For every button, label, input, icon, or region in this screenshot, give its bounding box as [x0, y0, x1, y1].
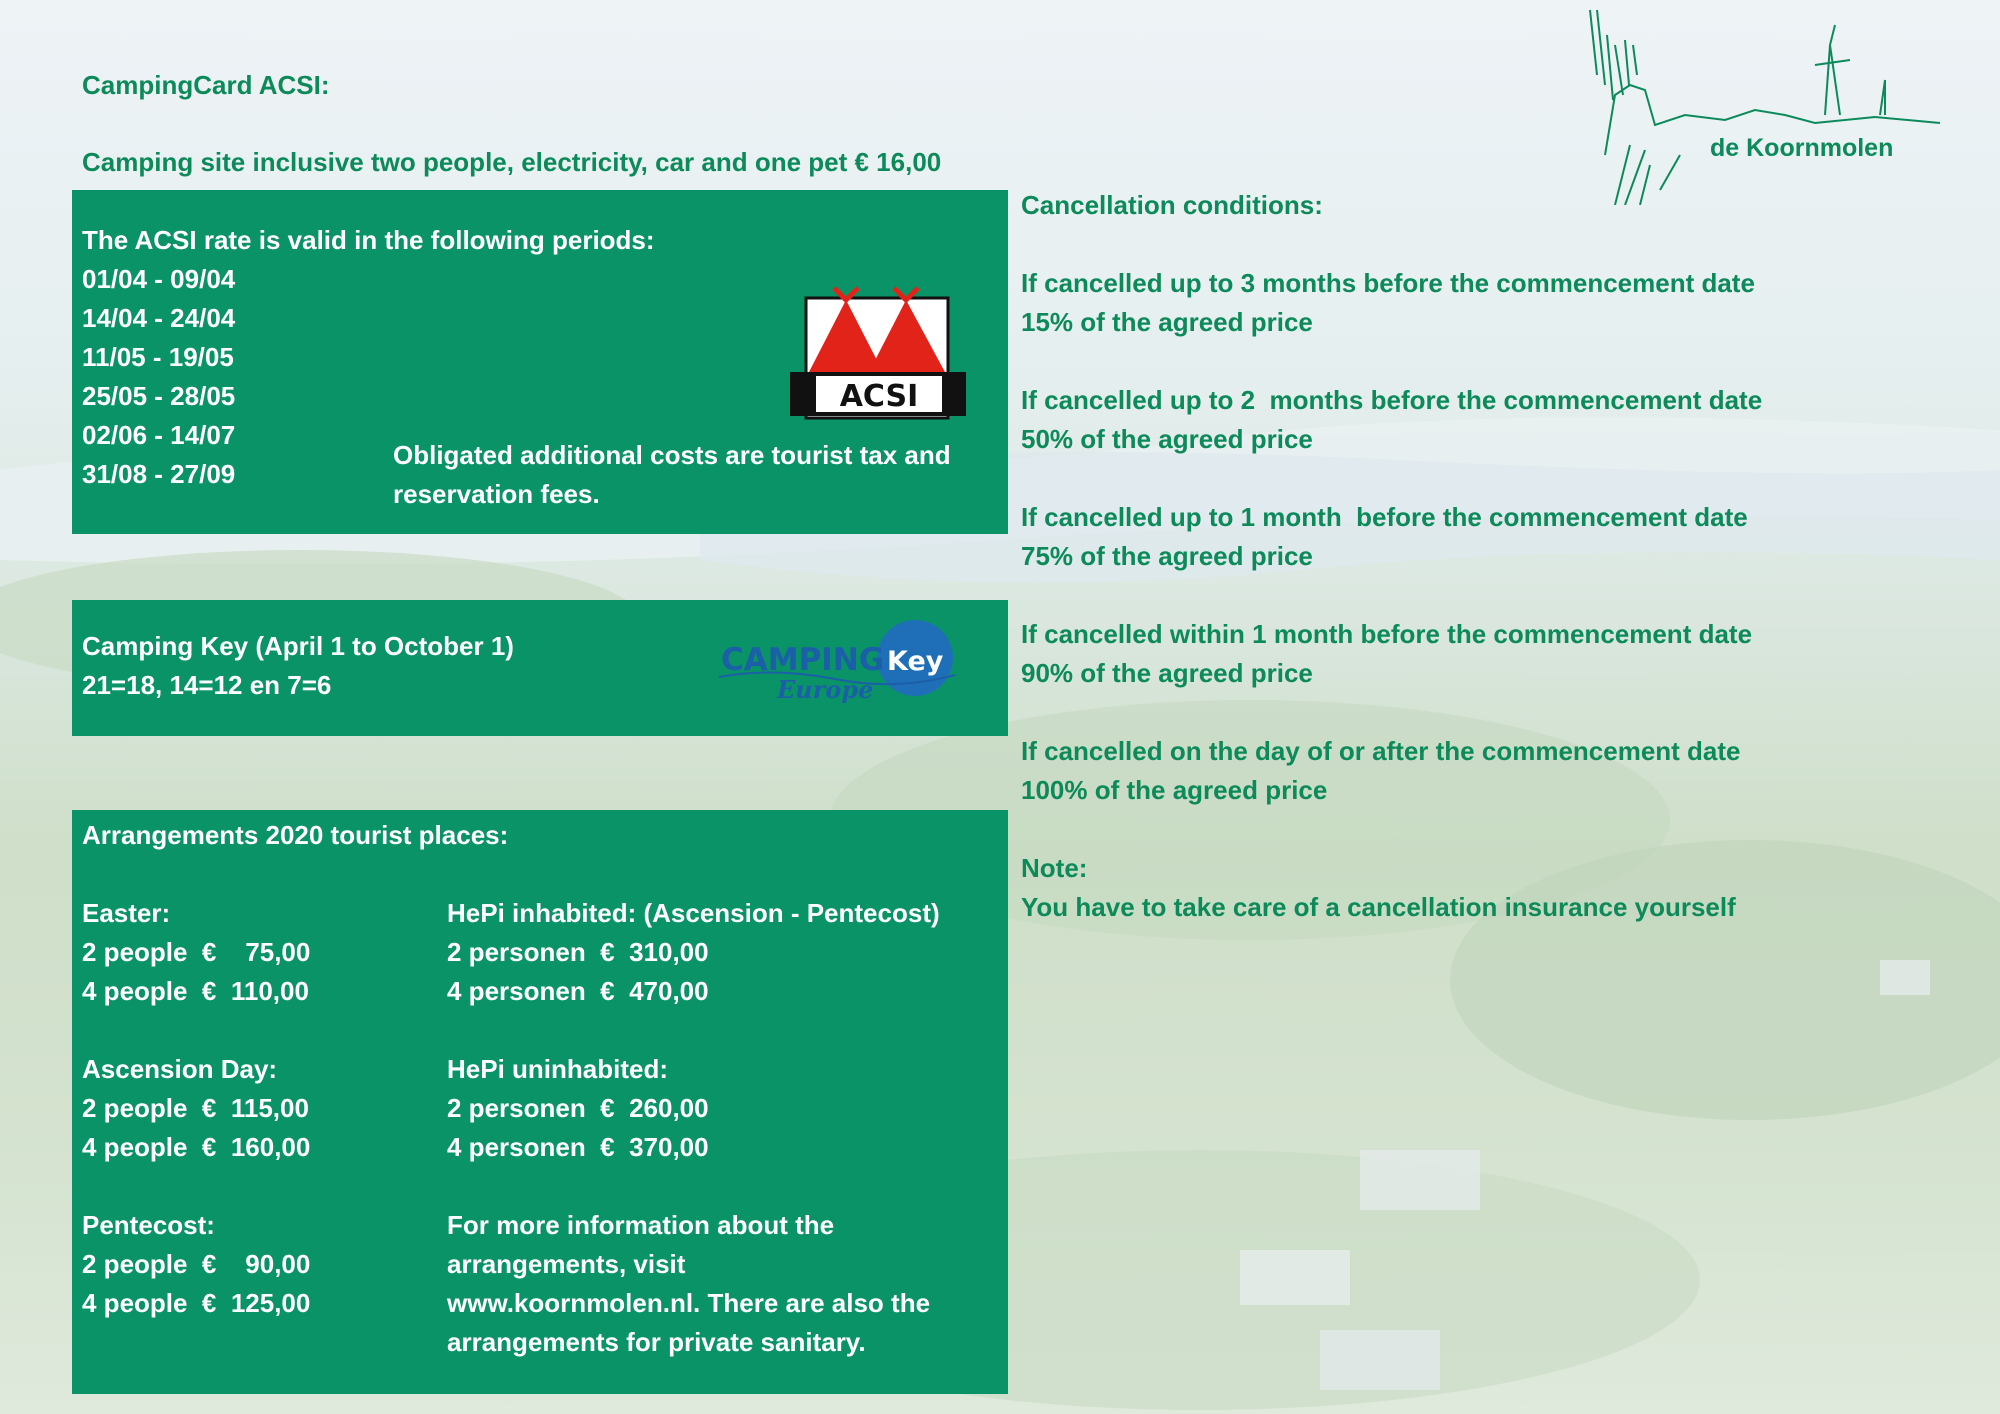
more-info-line: For more information about the	[447, 1210, 835, 1240]
acsi-period: 01/04 - 09/04	[82, 264, 236, 294]
arrangements-right-column	[447, 894, 940, 1362]
price-line: 4 people € 110,00	[82, 976, 309, 1006]
arrangements-heading: Arrangements 2020 tourist places:	[82, 820, 509, 850]
cancellation-condition: If cancelled within 1 month before the commencement date	[1021, 619, 1753, 649]
note-text: You have to take care of a cancellation insurance yourself	[1021, 892, 1736, 922]
more-info-link[interactable]: www.koornmolen.nl. There are also the	[447, 1288, 931, 1318]
easter-title: Easter:	[82, 898, 171, 928]
camping-key-logo-key: Key	[887, 646, 944, 677]
acsi-costs-line: Obligated additional costs are tourist tax and	[393, 440, 951, 470]
camping-key-logo-text: CAMPING	[721, 642, 885, 678]
page-title: CampingCard ACSI:	[82, 70, 330, 100]
price-line: 2 personen € 260,00	[447, 1093, 709, 1123]
camping-key-logo-sub: Europe	[777, 675, 874, 704]
cancellation-fee: 50% of the agreed price	[1021, 424, 1313, 454]
cancellation-heading: Cancellation conditions:	[1021, 190, 1323, 220]
ascension-title: Ascension Day:	[82, 1054, 278, 1084]
camping-key-text	[82, 627, 514, 705]
acsi-badge-text: ACSI	[839, 379, 919, 414]
price-line: 4 personen € 470,00	[447, 976, 709, 1006]
camping-key-logo-icon	[715, 615, 965, 710]
cancellation-fee: 75% of the agreed price	[1021, 541, 1313, 571]
price-line: 4 people € 125,00	[82, 1288, 311, 1318]
acsi-period: 31/08 - 27/09	[82, 459, 236, 489]
acsi-period: 25/05 - 28/05	[82, 381, 236, 411]
price-line: 4 personen € 370,00	[447, 1132, 709, 1162]
price-line: 2 personen € 310,00	[447, 937, 709, 967]
koornmolen-logo-icon	[1585, 5, 1945, 205]
logo-text: de Koornmolen	[1710, 134, 1894, 162]
more-info-line: arrangements, visit	[447, 1249, 686, 1279]
price-line: 2 people € 90,00	[82, 1249, 311, 1279]
cancellation-conditions	[1021, 186, 1762, 927]
acsi-period: 11/05 - 19/05	[82, 342, 234, 372]
acsi-logo-icon	[788, 284, 968, 434]
arrangements-left-column	[82, 816, 508, 1323]
cancellation-condition: If cancelled up to 2 months before the commencement date	[1021, 385, 1763, 415]
price-line: 2 people € 115,00	[82, 1093, 309, 1123]
acsi-heading: The ACSI rate is valid in the following periods:	[82, 225, 655, 255]
acsi-period: 14/04 - 24/04	[82, 303, 236, 333]
price-line: 2 people € 75,00	[82, 937, 311, 967]
acsi-costs-line: reservation fees.	[393, 479, 600, 509]
cancellation-condition: If cancelled on the day of or after the commencement date	[1021, 736, 1741, 766]
acsi-period: 02/06 - 14/07	[82, 420, 236, 450]
page-subtitle: Camping site inclusive two people, electricity, car and one pet € 16,00	[82, 147, 942, 177]
cancellation-fee: 15% of the agreed price	[1021, 307, 1313, 337]
hepi-inhabited-title: HePi inhabited: (Ascension - Pentecost)	[447, 898, 940, 928]
price-line: 4 people € 160,00	[82, 1132, 311, 1162]
hepi-uninhabited-title: HePi uninhabited:	[447, 1054, 668, 1084]
cancellation-condition: If cancelled up to 3 months before the commencement date	[1021, 268, 1755, 298]
cancellation-fee: 100% of the agreed price	[1021, 775, 1328, 805]
camping-key-rates: 21=18, 14=12 en 7=6	[82, 670, 332, 700]
cancellation-condition: If cancelled up to 1 month before the commencement date	[1021, 502, 1748, 532]
note-title: Note:	[1021, 853, 1088, 883]
acsi-additional-costs	[393, 436, 951, 514]
cancellation-fee: 90% of the agreed price	[1021, 658, 1313, 688]
camping-key-title: Camping Key (April 1 to October 1)	[82, 631, 514, 661]
pentecost-title: Pentecost:	[82, 1210, 215, 1240]
more-info-line: arrangements for private sanitary.	[447, 1327, 866, 1357]
